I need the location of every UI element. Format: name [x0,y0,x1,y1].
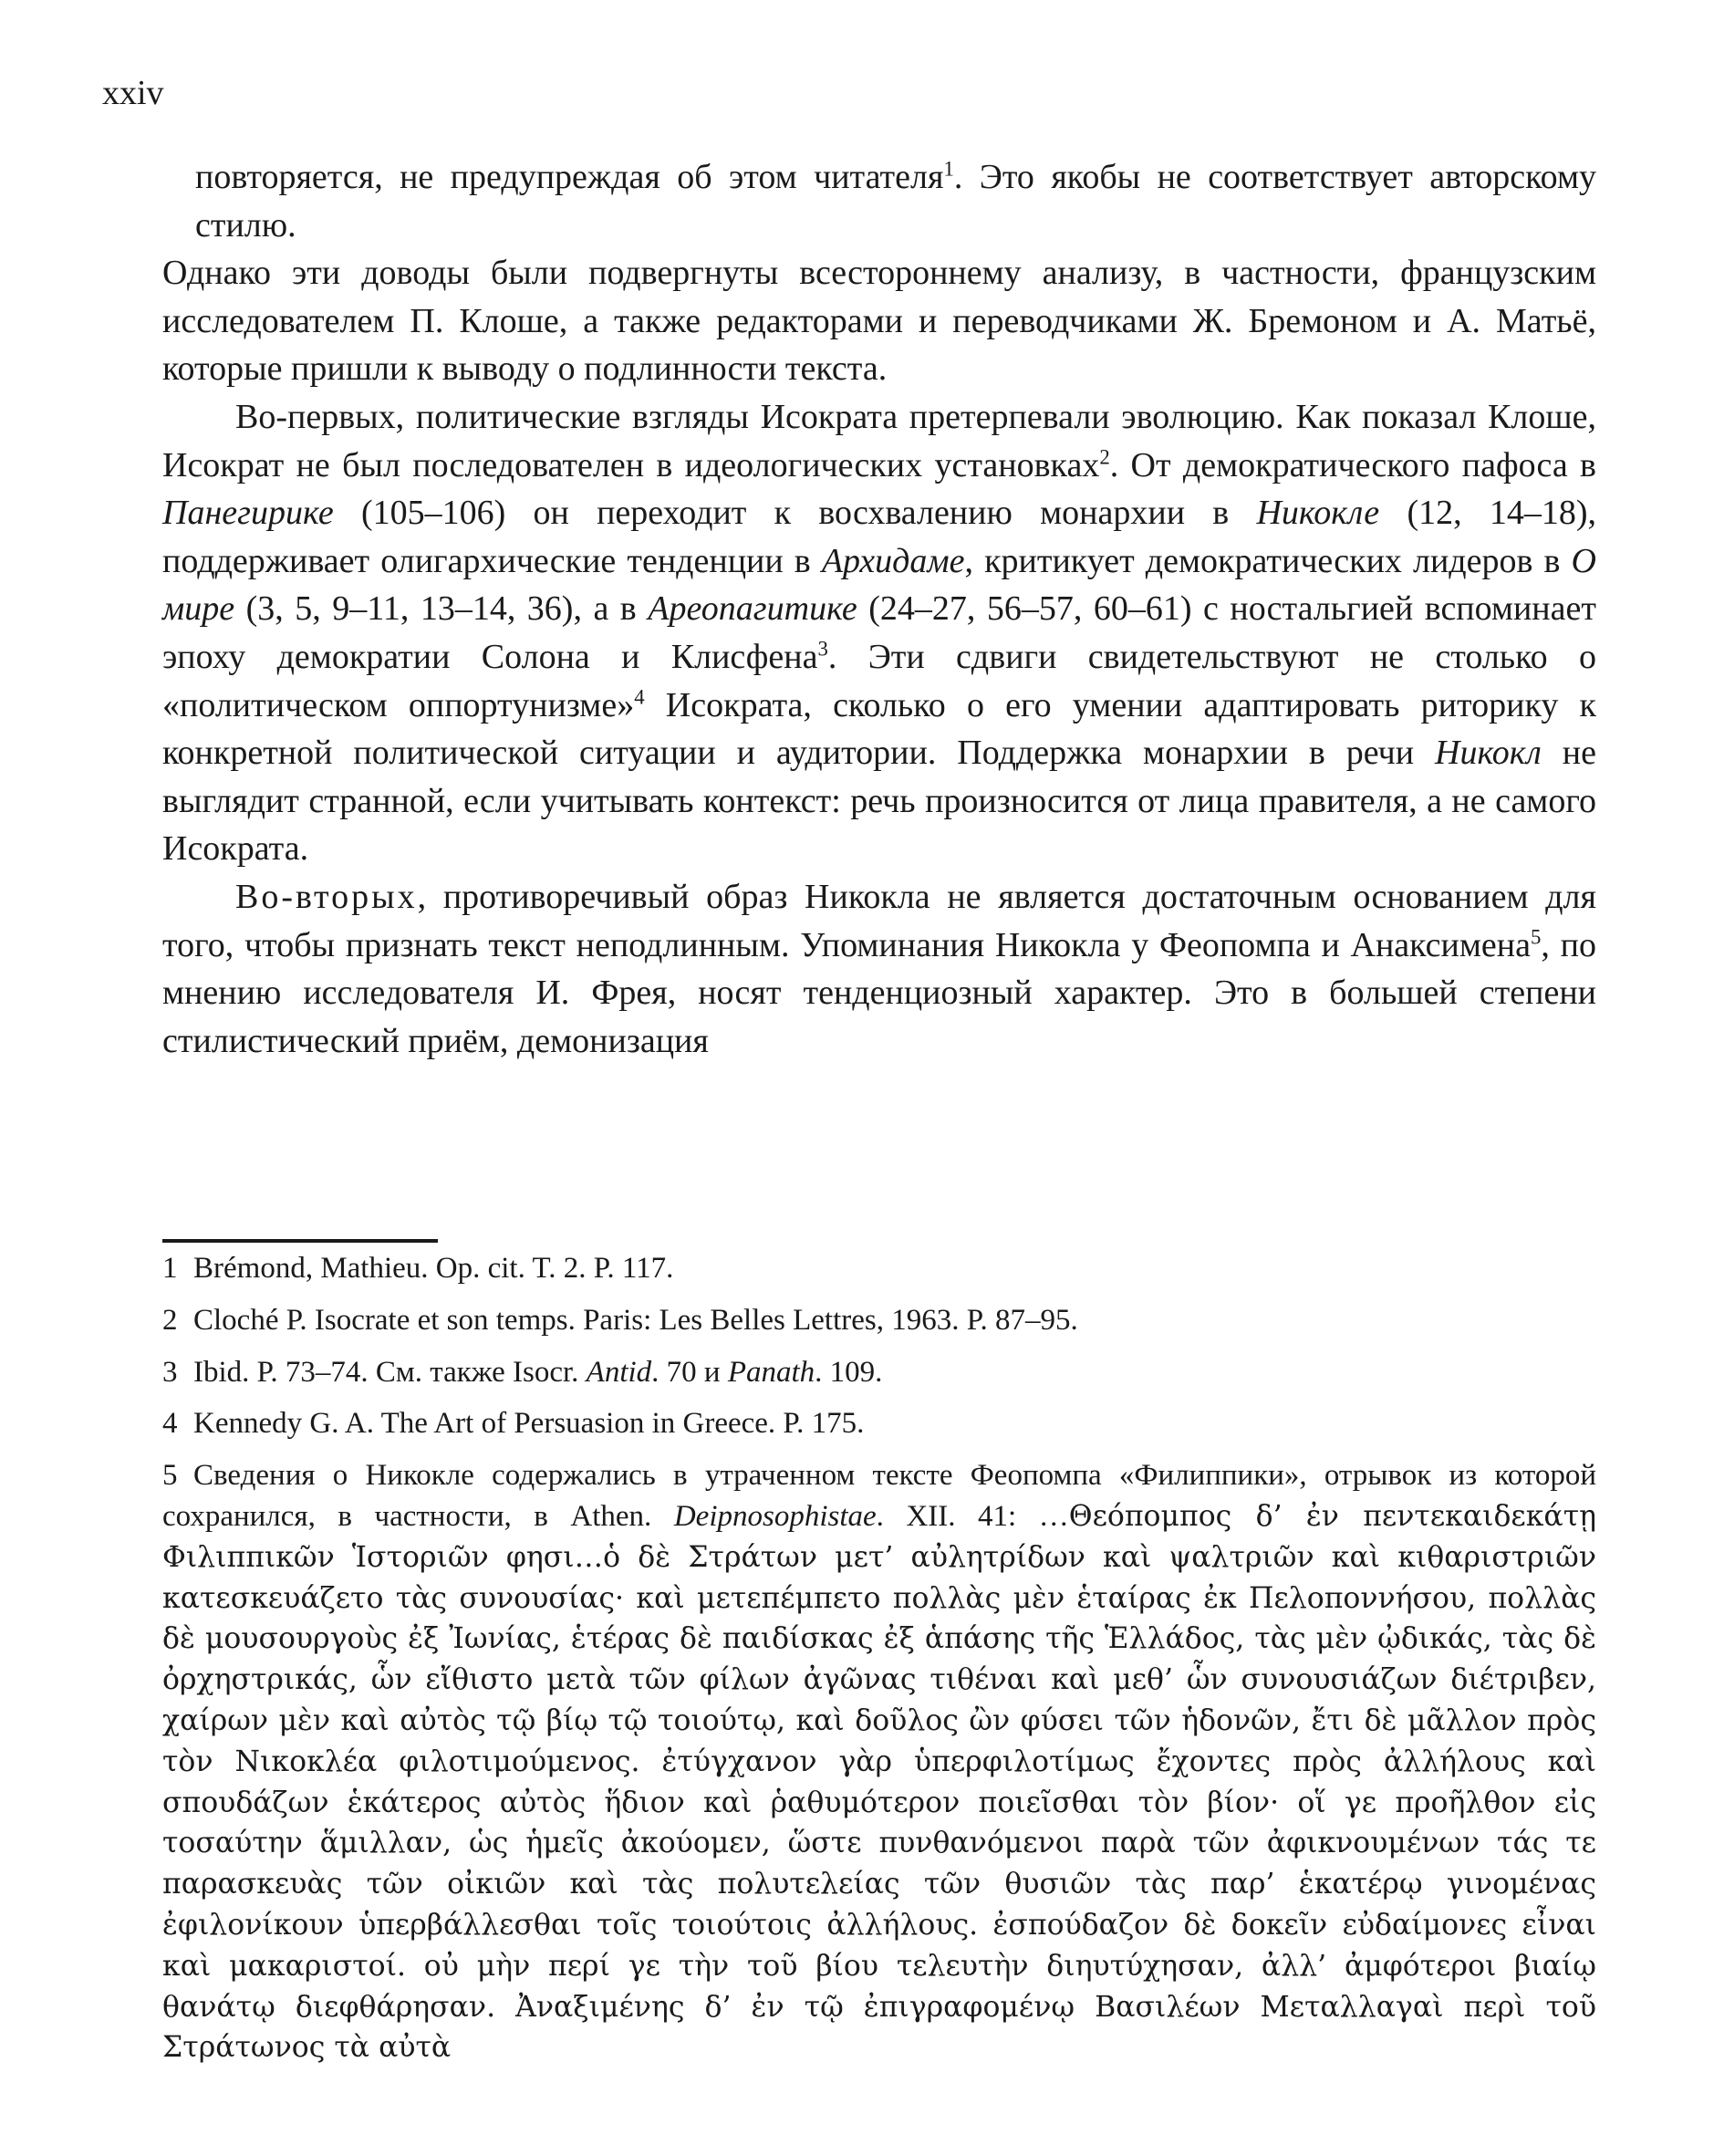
paragraph-3: Во-первых, политические взгляды Исократа претерпевали эволюцию. Как показал Клоше, Исократ не был последователен в идеологических установках$^2$. От демократического пафоса в Панегирике (105–106) он переходит к восхвалению монархии в Никокле (12, 14–18), поддерживает олигархические тенденции в Архидаме, критикует демократических лидеров в О мире (3, 5, 9–11, 13–14, 36), а в Ареопагитике (24–27, 56–57, 60–61) с ностальгией вспоминает эпоху демократии Солона и Клисфена$^3$. Эти сдвиги свидетельствуют не столько о «политическом оппортунизме»$^4$ Исократа, сколько о его умении адаптировать риторику к конкретной политической ситуации и аудитории. Поддержка монархии в речи Никокл не выглядит странной, если учитывать контекст: речь произносится от лица правителя, а не самого Исократа. [162,397,1596,869]
footnote-ref-1[interactable]: 1 [943,157,954,181]
footnotes [162,1248,1596,2079]
footnote-2: 2 Cloché P. Isocrate et son temps. Paris: Les Belles Lettres, 1963. P. 87–95. [162,1303,1078,1337]
paragraph-2: Однако эти доводы были подвергнуты всестороннему анализу, в частности, французским исследователем П. Клоше, а также редакторами и переводчиками Ж. Бремоном и А. Матьё, которые пришли к выводу о подлинности текста. [162,254,1596,389]
footnote-5: 5 Сведения о Никокле содержались в утраченном тексте Феопомпа «Филиппики», отрывок из которой сохранился, в частности, в Athen. Deipnosophistae. XII. 41: …Θεόπομπος δ’ ἐν πεντεκαιδεκάτῃ Φιλιππικῶν Ἱστοριῶν φησι…ὁ δὲ Στράτων μετ’ αὐλητρίδων καὶ ψαλτριῶν καὶ κιθαριστριῶν κατεσκευάζετο τὰς συνουσίας· καὶ μετεπέμπετο πολλὰς μὲν ἑταίρας ἐκ Πελοποννήσου, πολλὰς δὲ μουσουργοὺς ἐξ Ἰωνίας, ἑτέρας δὲ παιδίσκας ἐξ ἁπάσης τῆς Ἑλλάδος, τὰς μὲν ᾠδικάς, τὰς δὲ ὀρχηστρικάς, ὧν εἴθιστο μετὰ τῶν φίλων ἀγῶνας τιθέναι καὶ μεθ’ ὧν συνουσιάζων διέτριβεν, χαίρων μὲν καὶ αὐτὸς τῷ βίῳ τῷ τοιούτῳ, καὶ δοῦλος ὢν φύσει τῶν ἡδονῶν, ἔτι δὲ μᾶλλον πρὸς τὸν Νικοκλέα φιλοτιμούμενος. ἐτύγχανον γὰρ ὑπερφιλοτίμως ἔχοντες πρὸς ἀλλήλους καὶ σπουδάζων ἑκάτερος αὐτὸς ἥδιον καὶ ῥαθυμότερον ποιεῖσθαι τὸν βίον· οἵ γε προῆλθον εἰς τοσαύτην ἅμιλλαν, ὡς ἡμεῖς ἀκούομεν, ὥστε πυνθανόμενοι παρὰ τῶν ἀφικνουμένων τάς τε παρασκευὰς τῶν οἰκιῶν καὶ τὰς πολυτελείας τῶν θυσιῶν τὰς παρ’ ἑκατέρῳ γινομένας ἐφιλονίκουν ὑπερβάλλεσθαι τοῖς τοιούτοις ἀλλήλους. ἐσπούδαζον δὲ δοκεῖν εὐδαίμονες εἶναι καὶ μακαριστοί. οὐ μὴν περί γε τὴν τοῦ βίου τελευτὴν διηυτύχησαν, ἀλλ’ ἀμφότεροι βιαίῳ θανάτῳ διεφθάρησαν. Ἀναξιμένης δ’ ἐν τῷ ἐπιγραφομένῳ Βασιλέων Μεταλλαγαὶ περὶ τοῦ Στράτωνος τὰ αὐτὰ [162,1459,1596,2065]
page-number: xxiv [102,74,164,112]
main-text [162,153,1596,1065]
footnote-ref-4[interactable]: 4 [634,684,645,708]
footnote-3: 3 Ibid. P. 73–74. См. также Isocr. Antid. 70 и Panath. 109. [162,1355,883,1389]
greek-quotation: Θεόπομπος δ’ ἐν πεντεκαιδεκάτῃ Φιλιππικῶν Ἱστοριῶν φησι…ὁ δὲ Στράτων μετ’ αὐλητρίδων καὶ ψαλτριῶν καὶ κιθαριστριῶν κατεσκευάζετο τὰς συνουσίας· καὶ μετεπέμπετο πολλὰς μὲν ἑταίρας ἐκ Πελοποννήσου, πολλὰς δὲ μουσουργοὺς ἐξ Ἰωνίας, ἑτέρας δὲ παιδίσκας ἐξ ἁπάσης τῆς Ἑλλάδος, τὰς μὲν ᾠδικάς, τὰς δὲ ὀρχηστρικάς, ὧν εἴθιστο μετὰ τῶν φίλων ἀγῶνας τιθέναι καὶ μεθ’ ὧν συνουσιάζων διέτριβεν, χαίρων μὲν καὶ αὐτὸς τῷ βίῳ τῷ τοιούτῳ, καὶ δοῦλος ὢν φύσει τῶν ἡδονῶν, ἔτι δὲ μᾶλλον πρὸς τὸν Νικοκλέα φιλοτιμούμενος. ἐτύγχανον γὰρ ὑπερφιλοτίμως ἔχοντες πρὸς ἀλλήλους καὶ σπουδάζων ἑκάτερος αὐτὸς ἥδιον καὶ ῥαθυμότερον ποιεῖσθαι τὸν βίον· οἵ γε προῆλθον εἰς τοσαύτην ἅμιλλαν, ὡς ἡμεῖς ἀκούομεν, ὥστε πυνθανόμενοι παρὰ τῶν ἀφικνουμένων τάς τε παρασκευὰς τῶν οἰκιῶν καὶ τὰς πολυτελείας τῶν θυσιῶν τὰς παρ’ ἑκατέρῳ γινομένας ἐφιλονίκουν ὑπερβάλλεσθαι τοῖς τοιούτοις ἀλλήλους. ἐσπούδαζον δὲ δοκεῖν εὐδαίμονες εἶναι καὶ μακαριστοί. οὐ μὴν περί γε τὴν τοῦ βίου τελευτὴν διηυτύχησαν, ἀλλ’ ἀμφότεροι βιαίῳ θανάτῳ διεφθάρησαν. Ἀναξιμένης δ’ ἐν τῷ ἐπιγραφομένῳ Βασιλέων Μεταλλαγαὶ περὶ τοῦ Στράτωνος τὰ αὐτὰ [162,1499,1596,2065]
paragraph-4: Во-вторых, противоречивый образ Никокла не является достаточным основанием для того, чтобы признать текст неподлинным. Упоминания Никокла у Феопомпа и Анаксимена$^5$, по мнению исследователя И. Фрея, носят тенденциозный характер. Это в большей степени стилистический приём, демонизация [162,877,1596,1060]
footnote-ref-3[interactable]: 3 [817,637,828,661]
footnote-ref-5[interactable]: 5 [1531,924,1542,948]
footnote-ref-2[interactable]: 2 [1099,444,1110,468]
footnote-separator [162,1239,438,1243]
paragraph-continuation: повторяется, не предупреждая об этом читателя$^1$. Это якобы не соответствует авторскому стилю. [195,157,1596,245]
footnote-4: 4 Kennedy G. A. The Art of Persuasion in Greece. P. 175. [162,1407,865,1441]
footnote-1: 1 Brémond, Mathieu. Op. cit. T. 2. P. 117. [162,1252,674,1285]
